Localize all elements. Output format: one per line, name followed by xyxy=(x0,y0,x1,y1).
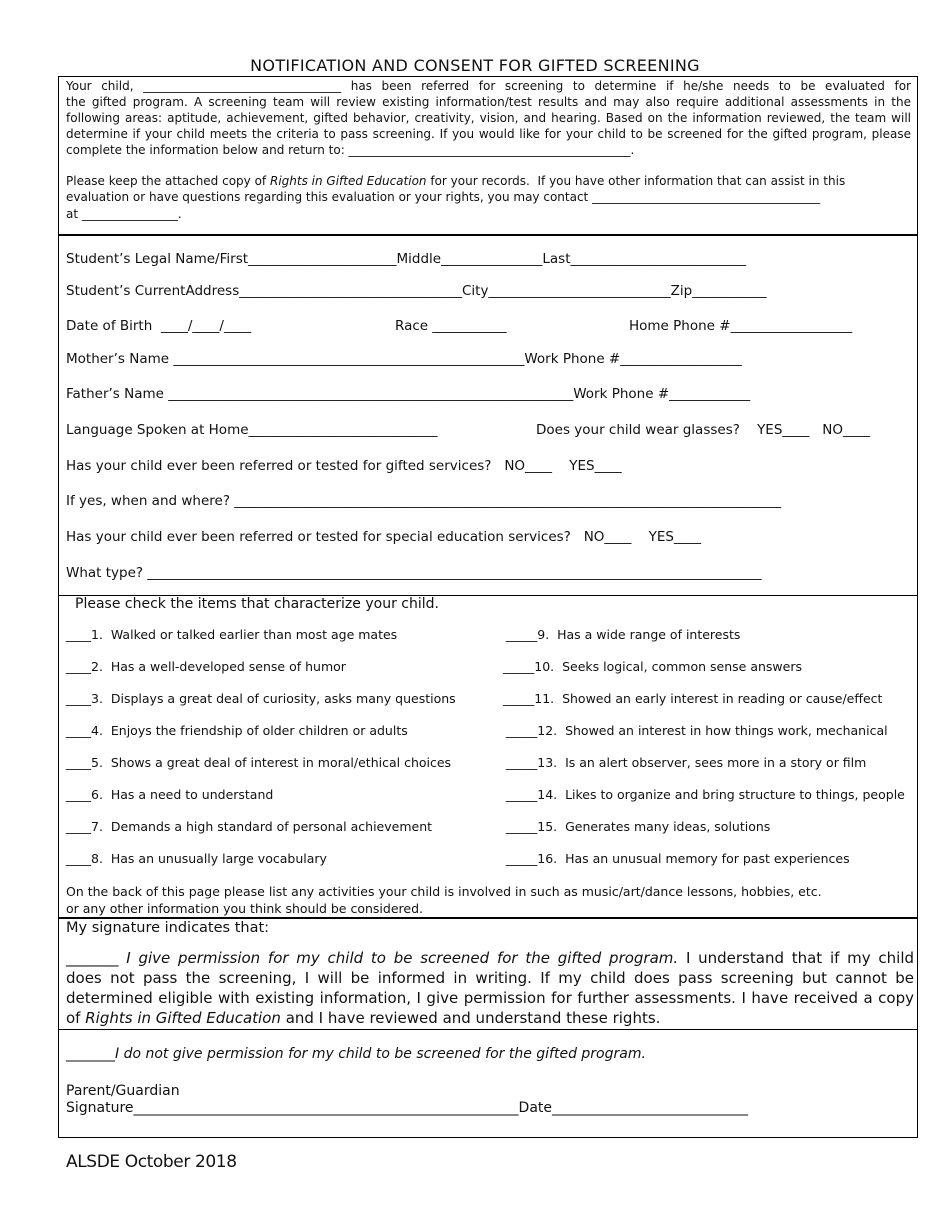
intro-line-1: Your child, _________________________________ has been referred for screening to determine if he/she needs to be evaluated for xyxy=(66,79,911,93)
checklist-item[interactable]: ____5. Shows a great deal of interest in moral/ethical choices xyxy=(66,755,452,770)
checklist-item[interactable]: ____6. Has a need to understand xyxy=(66,787,274,802)
back-note-1: On the back of this page please list any activities your child is involved in such as music/art/dance lessons, hobbies, etc. xyxy=(66,884,822,899)
checklist-item[interactable]: ____1. Walked or talked earlier than most age mates xyxy=(66,627,398,642)
consent-heading: My signature indicates that: xyxy=(66,920,270,936)
race-field[interactable]: Race ___________ xyxy=(395,318,507,334)
what-type-field[interactable]: What type? ___________________________________________________________________________________________ xyxy=(66,565,762,581)
checklist-item[interactable]: ____3. Displays a great deal of curiosity, asks many questions xyxy=(66,691,456,706)
checklist-item[interactable]: ____2. Has a well-developed sense of humor xyxy=(66,659,346,674)
checklist-item[interactable]: _____13. Is an alert observer, sees more in a story or film xyxy=(506,755,867,770)
checklist-heading: Please check the items that characterize your child. xyxy=(75,596,439,612)
consent-line-1: _______ I give permission for my child to be screened for the gifted program. I understand that if my child xyxy=(66,949,915,967)
intro-line-5: complete the information below and return to: _______________________________________________. xyxy=(66,143,635,157)
deny-permission-line: _______I do not give permission for my child to be screened for the gifted program. xyxy=(66,1046,646,1062)
checklist-item[interactable]: ____8. Has an unusually large vocabulary xyxy=(66,851,327,866)
intro-line-2: the gifted program. A screening team will review existing information/test results and may also require additional assessments in the xyxy=(66,95,911,109)
keep-copy-line-1: Please keep the attached copy of Rights in Gifted Education for your records. If you have other information that can assist in this xyxy=(66,174,846,188)
checklist-item[interactable]: _____11. Showed an early interest in reading or cause/effect xyxy=(503,691,883,706)
language-field[interactable]: Language Spoken at Home____________________________ xyxy=(66,422,438,438)
sped-tested-field[interactable]: Has your child ever been referred or tested for special education services? NO____ YES____ xyxy=(66,529,701,545)
checklist-item[interactable]: _____10. Seeks logical, common sense answers xyxy=(503,659,802,674)
gifted-tested-field[interactable]: Has your child ever been referred or tested for gifted services? NO____ YES____ xyxy=(66,458,622,474)
checklist-item[interactable]: _____12. Showed an interest in how things work, mechanical xyxy=(506,723,888,738)
footer-text: ALSDE October 2018 xyxy=(66,1152,237,1172)
dob-field[interactable]: Date of Birth ____/____/____ xyxy=(66,318,251,334)
keep-copy-line-3: at ________________. xyxy=(66,207,182,221)
consent-line-4: of Rights in Gifted Education and I have reviewed and understand these rights. xyxy=(66,1009,661,1027)
legal-name-field[interactable]: Student’s Legal Name/First______________________Middle_______________Last__________________________ xyxy=(66,251,746,267)
intro-line-4: determine if your child meets the criteria to pass screening. If you would like for your child to be screened for the gifted program, please xyxy=(66,127,911,141)
checklist-item[interactable]: ____4. Enjoys the friendship of older children or adults xyxy=(66,723,408,738)
parent-guardian-label: Parent/Guardian xyxy=(66,1083,180,1099)
deny-check-blank[interactable]: _______ xyxy=(66,1046,115,1062)
glasses-field[interactable]: Does your child wear glasses? YES____ NO____ xyxy=(536,422,871,438)
consent-line-2: does not pass the screening, I will be informed in writing. If my child does pass screening but cannot be xyxy=(66,969,914,987)
permission-check-blank[interactable]: _______ xyxy=(66,949,119,967)
address-field[interactable]: Student’s CurrentAddress_________________________________City___________________________Zip___________ xyxy=(66,283,767,299)
checklist-item[interactable]: _____16. Has an unusual memory for past experiences xyxy=(506,851,850,866)
page-title: NOTIFICATION AND CONSENT FOR GIFTED SCREENING xyxy=(250,56,700,75)
back-note-2: or any other information you think should be considered. xyxy=(66,901,423,916)
signature-date-field[interactable]: Signature_______________________________________________________Date____________________________ xyxy=(66,1100,749,1116)
intro-line-3: following areas: aptitude, achievement, gifted behavior, creativity, vision, and hearing. Based on the information reviewed, the team will xyxy=(66,111,911,125)
checklist-item[interactable]: ____7. Demands a high standard of personal achievement xyxy=(66,819,433,834)
checklist-item[interactable]: _____15. Generates many ideas, solutions xyxy=(506,819,771,834)
home-phone-field[interactable]: Home Phone #__________________ xyxy=(629,318,853,334)
keep-copy-line-2: evaluation or have questions regarding this evaluation or your rights, you may contact ______________________________________ xyxy=(66,190,821,204)
father-name-field[interactable]: Father’s Name ____________________________________________________________Work Phone #____________ xyxy=(66,386,751,402)
mother-name-field[interactable]: Mother’s Name ____________________________________________________Work Phone #__________________ xyxy=(66,351,742,367)
consent-line-3: determined eligible with existing information, I give permission for further assessments. I have received a copy xyxy=(66,989,914,1007)
checklist-item[interactable]: _____14. Likes to organize and bring structure to things, people xyxy=(506,787,905,802)
if-yes-field[interactable]: If yes, when and where? _________________________________________________________________________________ xyxy=(66,493,782,509)
checklist-item[interactable]: _____9. Has a wide range of interests xyxy=(506,627,741,642)
